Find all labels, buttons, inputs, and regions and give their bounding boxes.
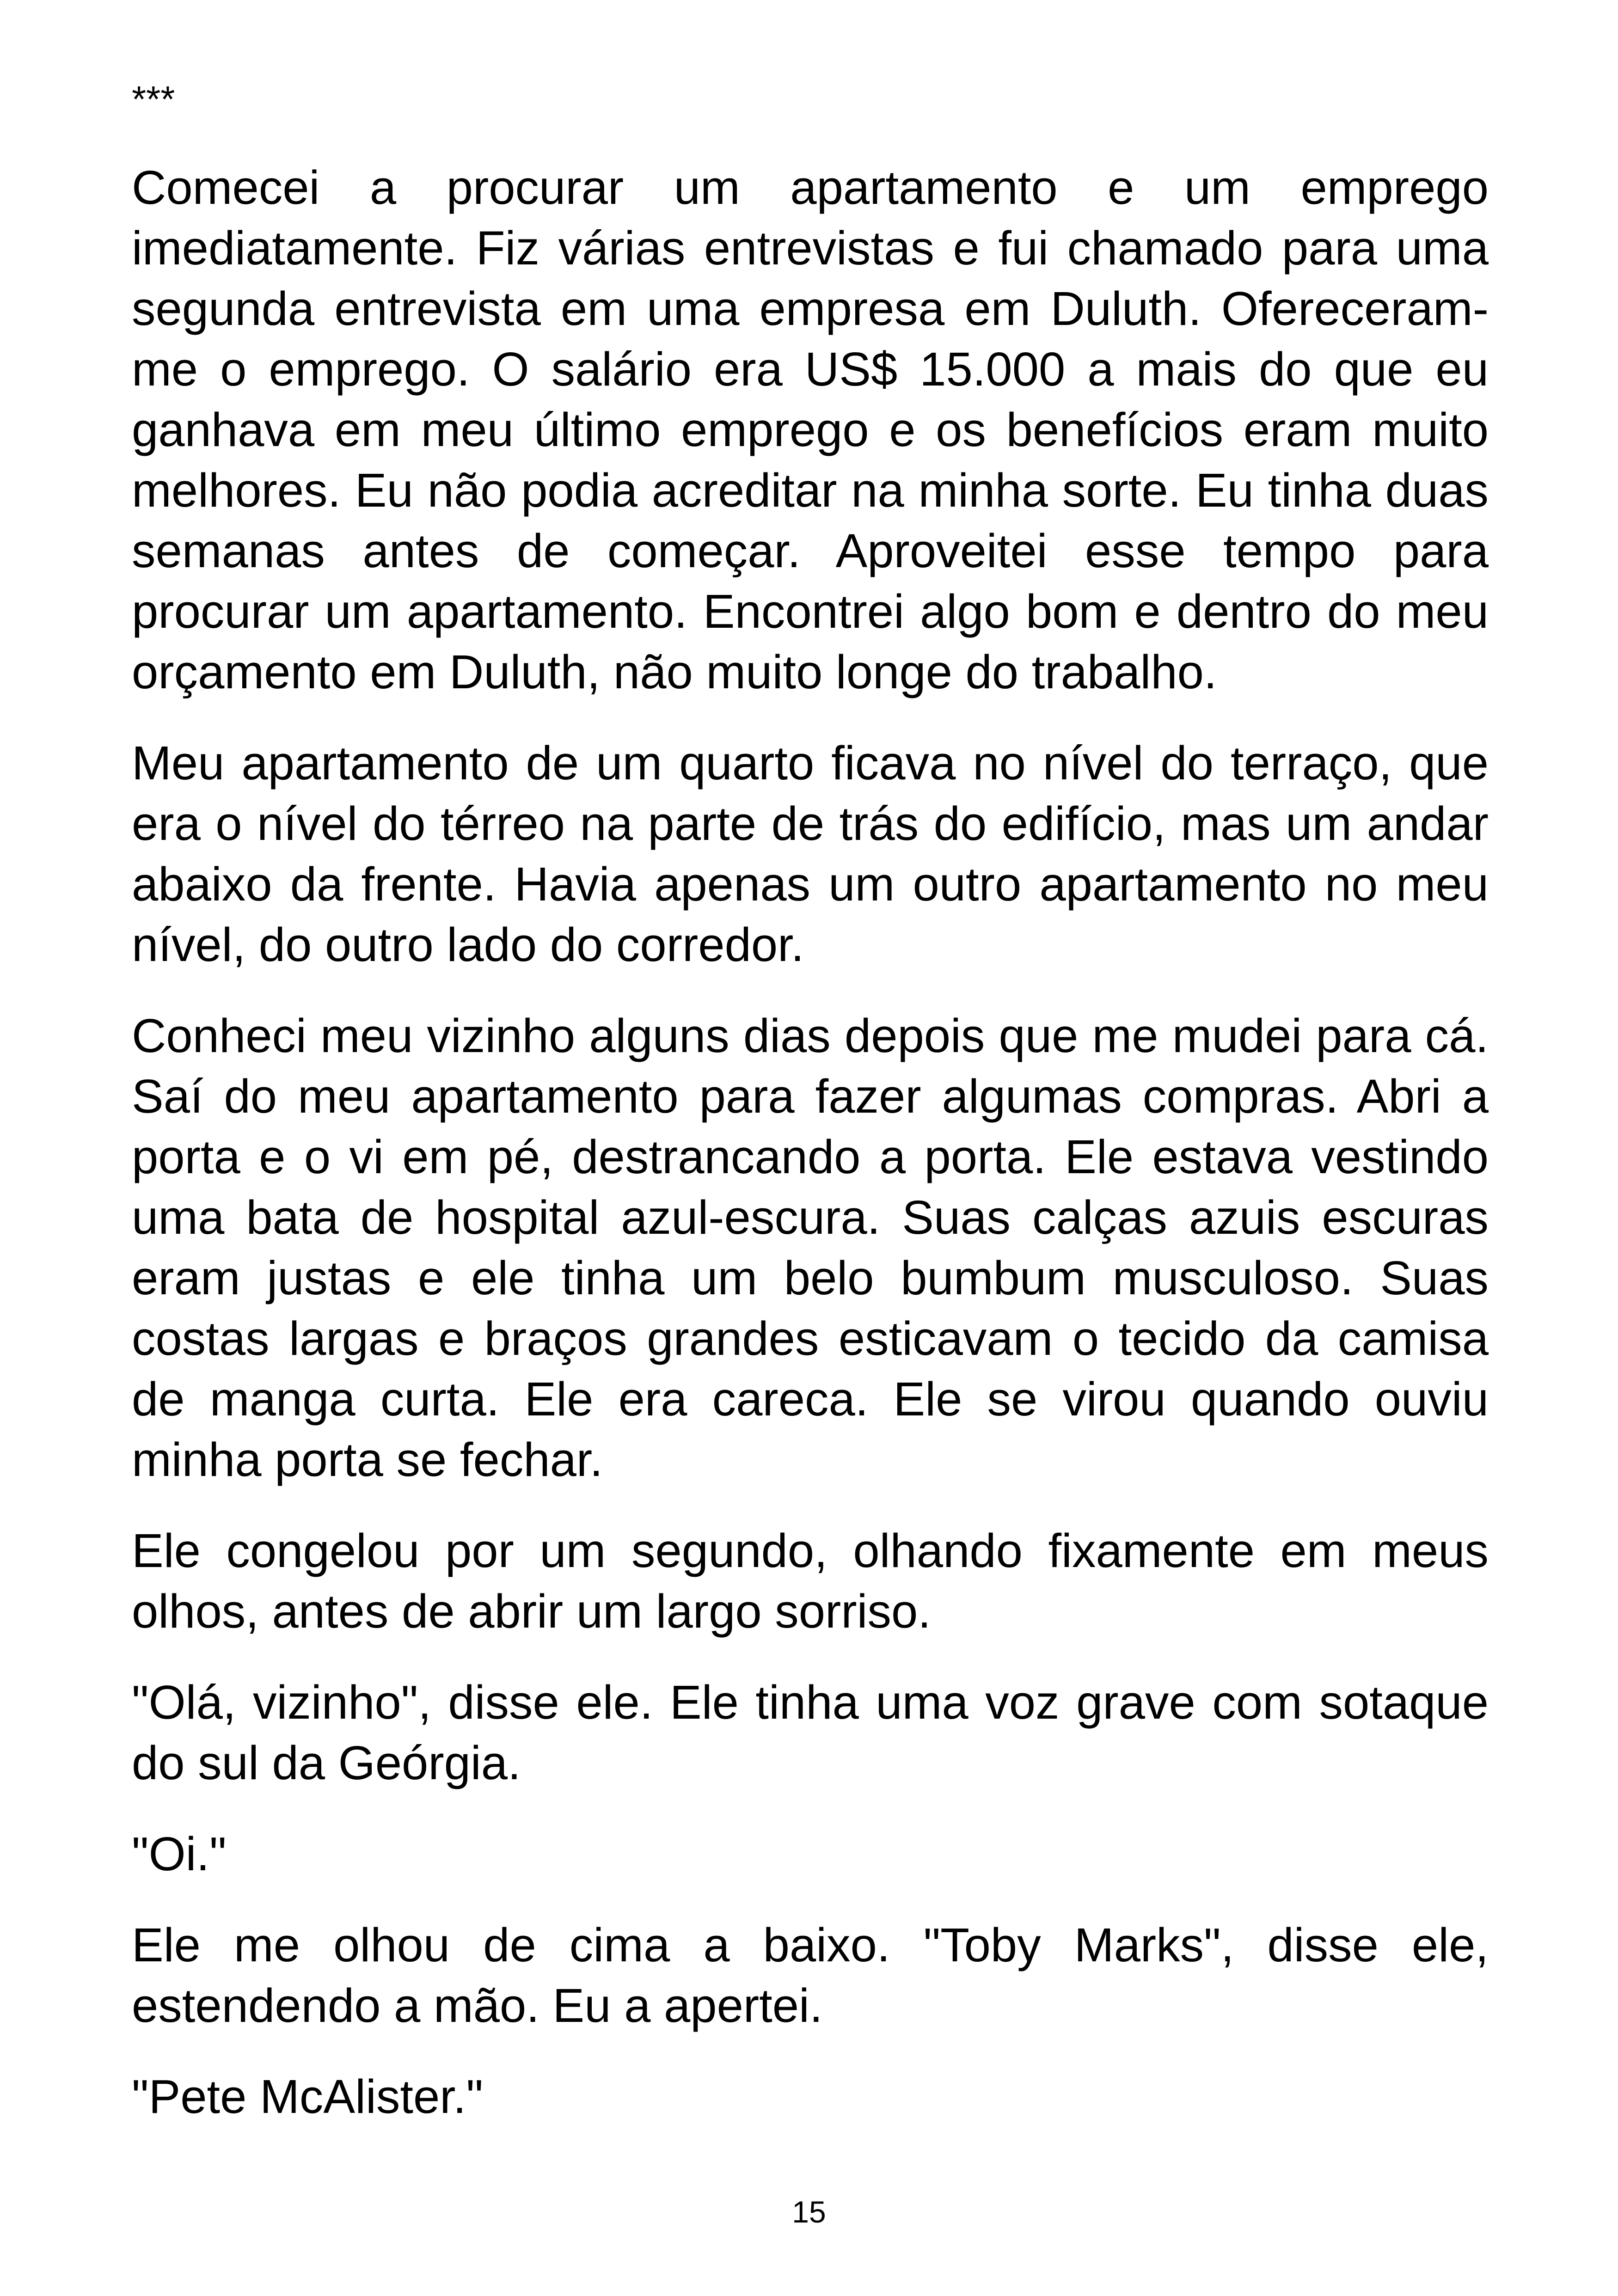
page-content <box>132 69 1489 2157</box>
paragraph: Meu apartamento de um quarto ficava no nível do terraço, que era o nível do térreo na parte de trás do edifício, mas um andar abaixo da frente. Havia apenas um outro apartamento no meu nível, do outro lado do corredor. <box>132 736 1489 971</box>
paragraph: "Pete McAlister." <box>132 2070 484 2123</box>
paragraph: Ele me olhou de cima a baixo. "Toby Marks", disse ele, estendendo a mão. Eu a apertei. <box>132 1918 1489 2032</box>
paragraph: "Olá, vizinho", disse ele. Ele tinha uma voz grave com sotaque do sul da Geórgia. <box>132 1676 1489 1789</box>
paragraph: "Oi." <box>132 1827 227 1880</box>
paragraph: Comecei a procurar um apartamento e um emprego imediatamente. Fiz várias entrevistas e fui chamado para uma segunda entrevista em uma empresa em Duluth. Ofereceram-me o emprego. O salário era US$ 15.000 a mais do que eu ganhava em meu último emprego e os benefícios eram muito melhores. Eu não podia acreditar na minha sorte. Eu tinha duas semanas antes de começar. Aproveitei esse tempo para procurar um apartamento. Encontrei algo bom e dentro do meu orçamento em Duluth, não muito longe do trabalho. <box>132 161 1489 698</box>
paragraph: Ele congelou por um segundo, olhando fixamente em meus olhos, antes de abrir um largo sorriso. <box>132 1524 1489 1638</box>
page-number: 15 <box>792 2195 826 2229</box>
section-separator: *** <box>132 79 175 120</box>
paragraph: Conheci meu vizinho alguns dias depois que me mudei para cá. Saí do meu apartamento para fazer algumas compras. Abri a porta e o vi em pé, destrancando a porta. Ele estava vestindo uma bata de hospital azul-escura. Suas calças azuis escuras eram justas e ele tinha um belo bumbum musculoso. Suas costas largas e braços grandes esticavam o tecido da camisa de manga curta. Ele era careca. Ele se virou quando ouviu minha porta se fechar. <box>132 1009 1489 1486</box>
